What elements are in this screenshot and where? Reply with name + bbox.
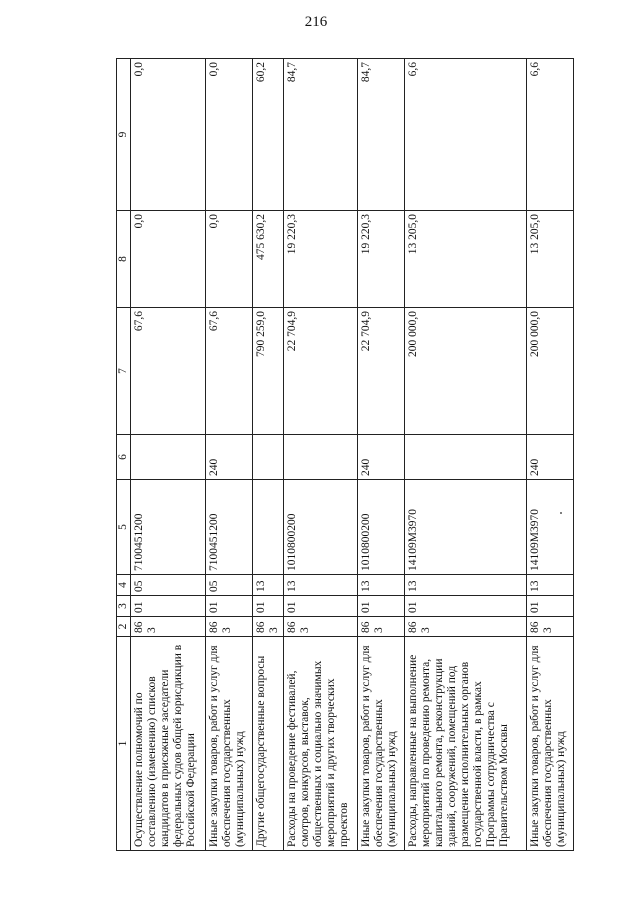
cell-c8: 19 220,3 [284, 211, 358, 308]
cell-c5 [253, 480, 284, 575]
column-header: 3 [117, 596, 131, 617]
cell-c2: 863 [358, 617, 405, 637]
row-name: Иные закупки товаров, работ и услуг для обеспечения государственных (муниципальных) нужд [206, 637, 253, 851]
cell-c6: 240 [206, 435, 253, 480]
page-number: 216 [304, 14, 328, 30]
table-row [405, 59, 527, 851]
cell-c9: 60,2 [253, 59, 284, 211]
column-header: 2 [117, 617, 131, 637]
cell-c5: 7100451200 [131, 480, 206, 575]
table-row [527, 59, 574, 851]
cell-c8: 13 205,0 [405, 211, 527, 308]
cell-c2: 863 [527, 617, 574, 637]
cell-c6: 240 [527, 435, 574, 480]
cell-c4: 13 [253, 575, 284, 596]
cell-c3: 01 [284, 596, 358, 617]
cell-c4: 05 [206, 575, 253, 596]
cell-c9: 6,6 [405, 59, 527, 211]
cell-c2: 863 [206, 617, 253, 637]
cell-c7: 67,6 [206, 308, 253, 435]
row-name: Иные закупки товаров, работ и услуг для обеспечения государственных (муниципальных) нужд [358, 637, 405, 851]
cell-c7: 200 000,0 [527, 308, 574, 435]
table-row [358, 59, 405, 851]
cell-c6 [131, 435, 206, 480]
table-row [206, 59, 253, 851]
column-header: 7 [117, 308, 131, 435]
row-name: Расходы на проведение фестивалей, смотров, конкурсов, выставок, общественных и социально значимых мероприятий и других творческих проектов [284, 637, 358, 851]
cell-c2: 863 [284, 617, 358, 637]
budget-table [116, 58, 574, 851]
table-region [116, 59, 567, 851]
row-name: Осуществление полномочий по составлению (изменению) списков кандидатов в присяжные заседатели федеральных судов общей юрисдикции в Российской Федерации [131, 637, 206, 851]
cell-c7: 790 259,0 [253, 308, 284, 435]
cell-c8: 13 205,0 [527, 211, 574, 308]
cell-c7: 200 000,0 [405, 308, 527, 435]
cell-c3: 01 [358, 596, 405, 617]
column-header: 1 [117, 637, 131, 851]
cell-c6: 240 [358, 435, 405, 480]
cell-c2: 863 [253, 617, 284, 637]
table-row [284, 59, 358, 851]
cell-c2: 863 [131, 617, 206, 637]
column-header: 6 [117, 435, 131, 480]
table-row [253, 59, 284, 851]
cell-c4: 13 [527, 575, 574, 596]
column-header: 4 [117, 575, 131, 596]
cell-c6 [284, 435, 358, 480]
column-header: 9 [117, 59, 131, 211]
cell-c9: 0,0 [206, 59, 253, 211]
cell-c4: 05 [131, 575, 206, 596]
cell-c6 [405, 435, 527, 480]
cell-c6 [253, 435, 284, 480]
cell-c4: 13 [405, 575, 527, 596]
cell-c3: 01 [405, 596, 527, 617]
cell-c9: 84,7 [284, 59, 358, 211]
cell-c5: 14109М3970 [527, 480, 574, 575]
cell-c9: 84,7 [358, 59, 405, 211]
column-header: 5 [117, 480, 131, 575]
cell-c2: 863 [405, 617, 527, 637]
row-name: Расходы, направленные на выполнение мероприятий по проведению ремонта, капитального ремонта, реконструкции зданий, сооружений, помещений под размещение исполнительных органов государственной власти, в рамках Программы сотрудничества с Правительством Москвы [405, 637, 527, 851]
cell-c7: 22 704,9 [358, 308, 405, 435]
cell-c8: 475 630,2 [253, 211, 284, 308]
cell-c5: 1010800200 [284, 480, 358, 575]
cell-c8: 19 220,3 [358, 211, 405, 308]
cell-c3: 01 [253, 596, 284, 617]
cell-c4: 13 [358, 575, 405, 596]
cell-c4: 13 [284, 575, 358, 596]
row-name: Другие общегосударственные вопросы [253, 637, 284, 851]
cell-c7: 22 704,9 [284, 308, 358, 435]
row-name: Иные закупки товаров, работ и услуг для обеспечения государственных (муниципальных) нужд [527, 637, 574, 851]
cell-c5: 7100451200 [206, 480, 253, 575]
cell-c9: 0,0 [131, 59, 206, 211]
cell-c5: 14109М3970 [405, 480, 527, 575]
scan-speck [560, 512, 562, 514]
cell-c8: 0,0 [131, 211, 206, 308]
cell-c3: 01 [527, 596, 574, 617]
header-row [117, 59, 131, 851]
table-row [131, 59, 206, 851]
cell-c3: 01 [206, 596, 253, 617]
cell-c5: 1010800200 [358, 480, 405, 575]
column-header: 8 [117, 211, 131, 308]
cell-c7: 67,6 [131, 308, 206, 435]
table-frame [116, 59, 567, 851]
cell-c8: 0,0 [206, 211, 253, 308]
cell-c9: 6,6 [527, 59, 574, 211]
cell-c3: 01 [131, 596, 206, 617]
